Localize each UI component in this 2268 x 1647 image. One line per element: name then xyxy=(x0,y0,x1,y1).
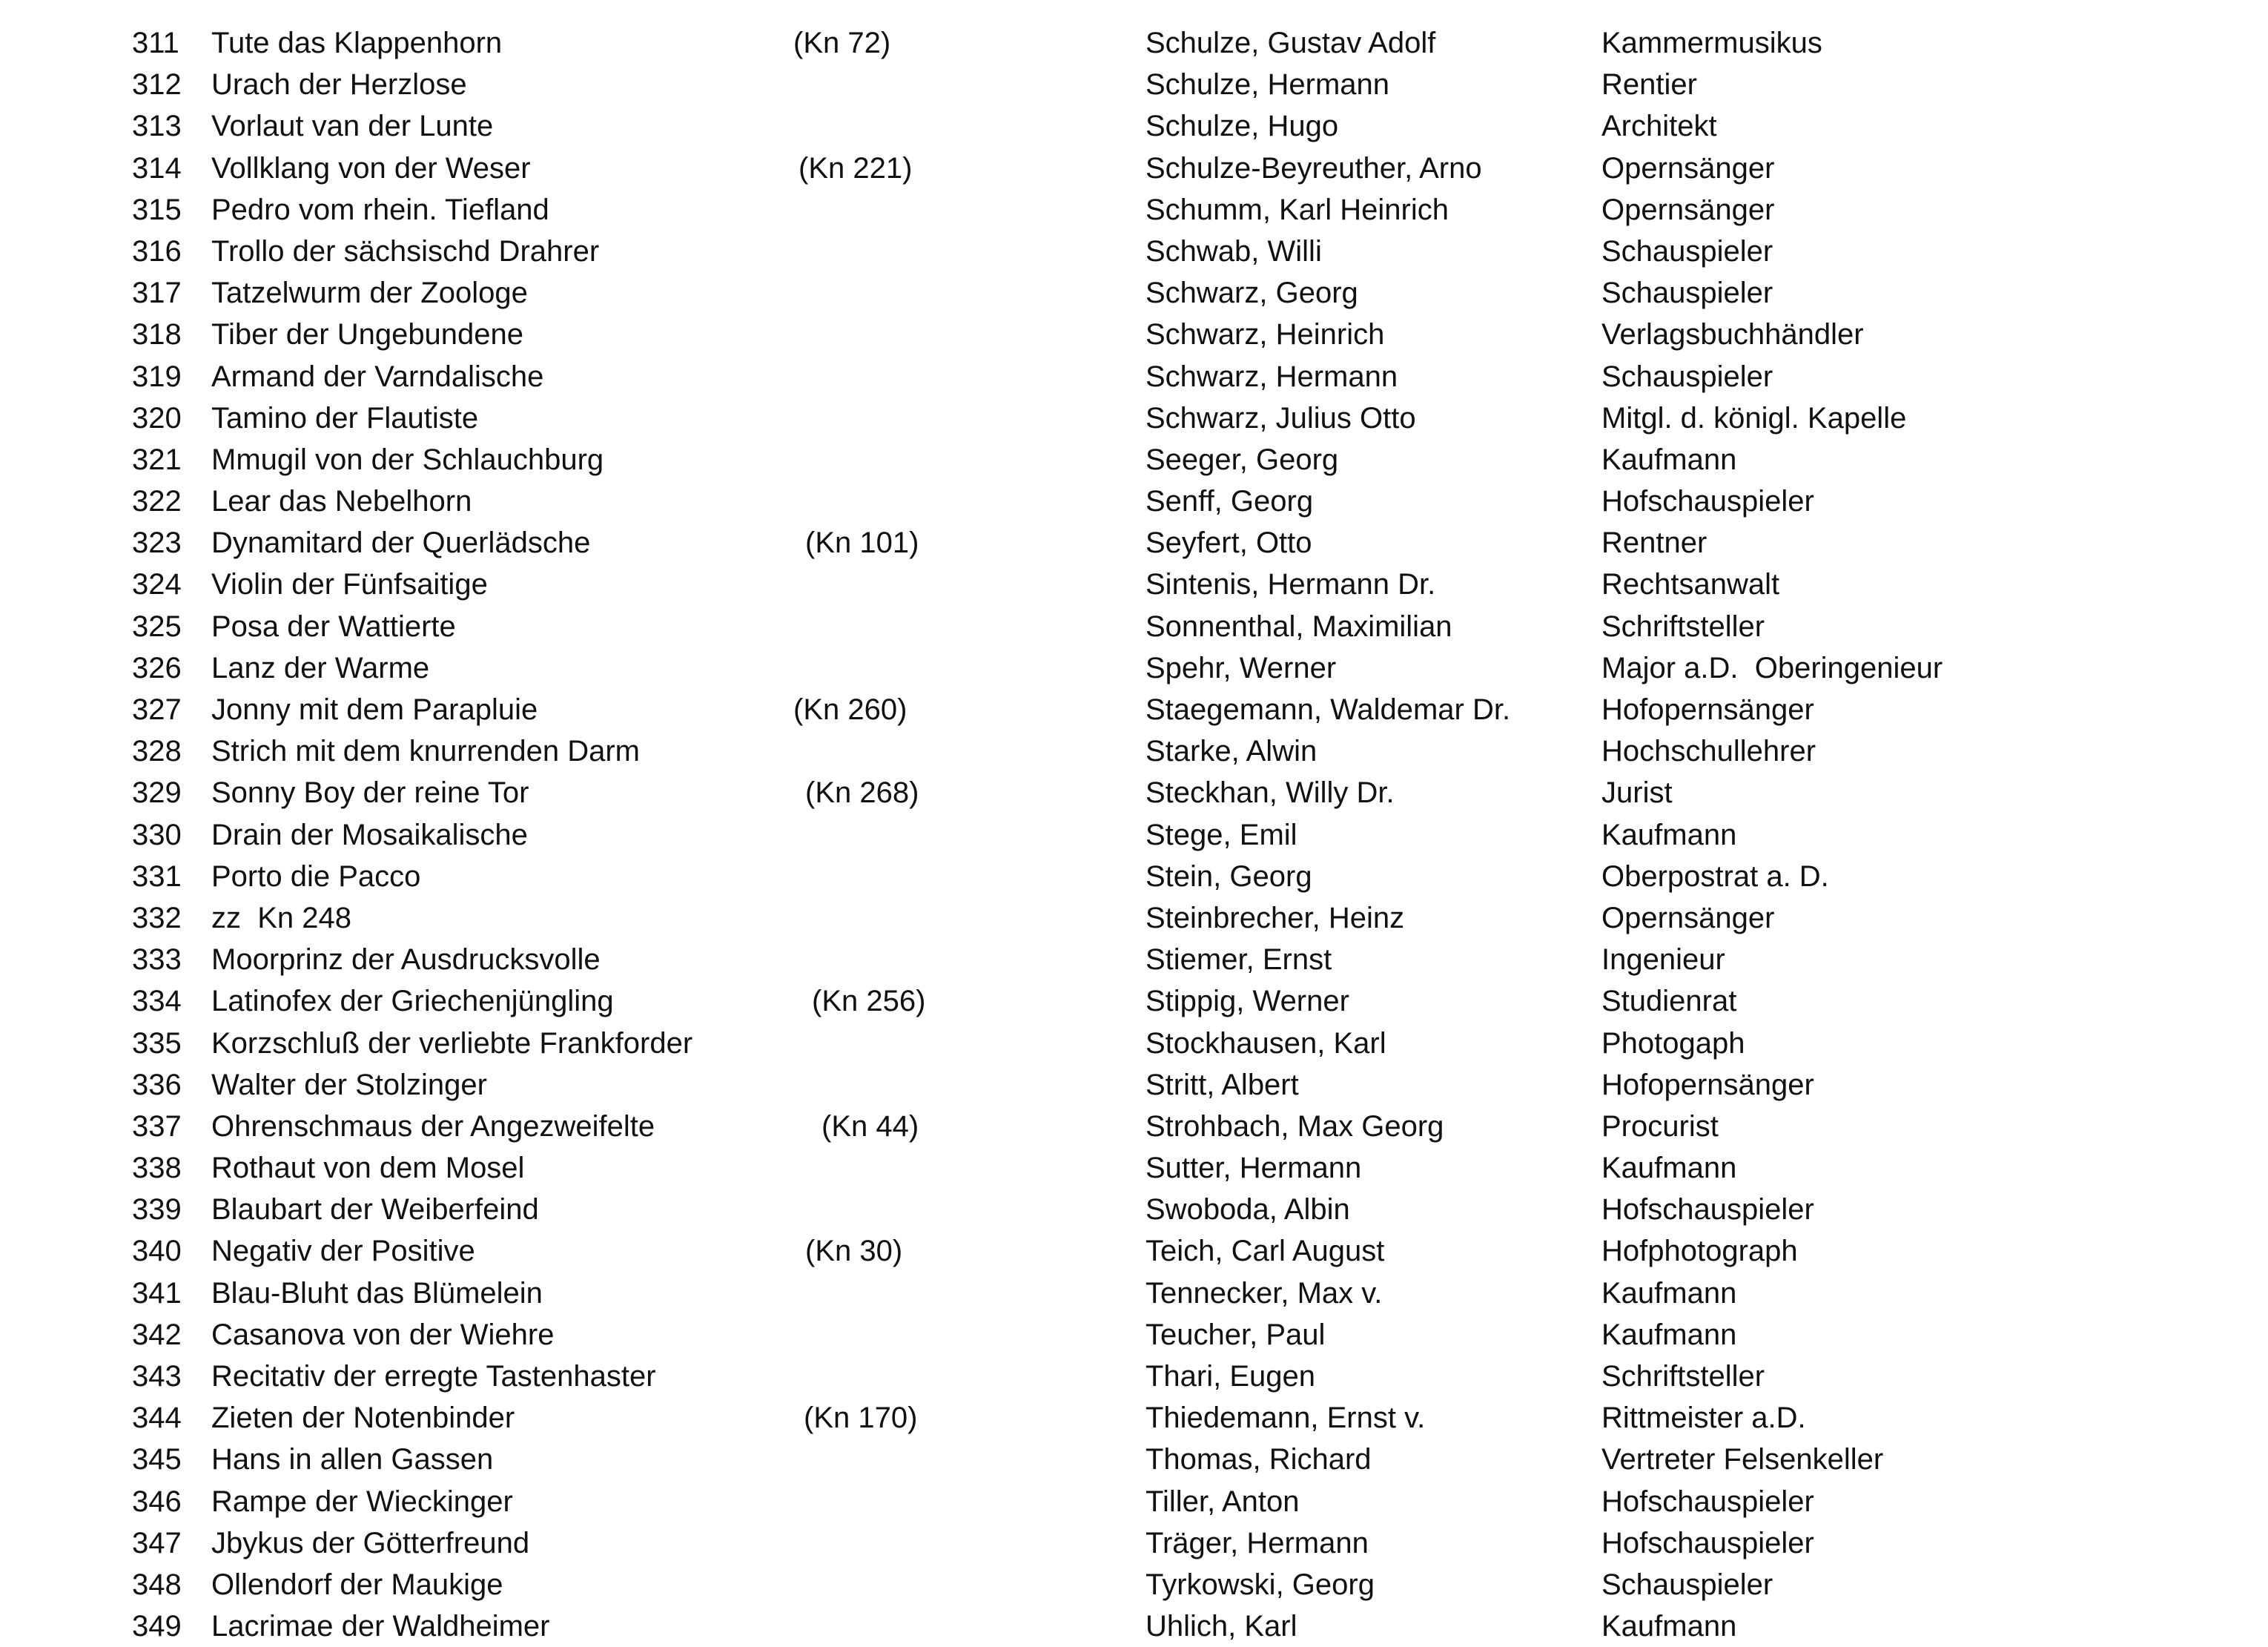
member-name: Schwarz, Georg xyxy=(1145,277,1358,310)
member-name: Spehr, Werner xyxy=(1145,651,1337,684)
member-nickname: Pedro vom rhein. Tiefland xyxy=(211,193,549,226)
kn-reference: (Kn 30) xyxy=(805,1235,903,1268)
member-occupation: Architekt xyxy=(1601,110,1717,143)
member-occupation: Studienrat xyxy=(1601,985,1737,1018)
member-nickname: Ohrenschmaus der Angezweifelte xyxy=(211,1109,655,1143)
member-occupation: Procurist xyxy=(1601,1109,1719,1143)
list-row xyxy=(0,1564,2268,1605)
row-number: 346 xyxy=(132,1485,182,1518)
row-number: 345 xyxy=(132,1443,182,1476)
member-occupation: Photogaph xyxy=(1601,1026,1745,1060)
row-number: 320 xyxy=(132,401,182,435)
member-nickname: Lacrimae der Waldheimer xyxy=(211,1610,550,1643)
member-nickname: Hans in allen Gassen xyxy=(211,1443,494,1476)
list-row xyxy=(0,980,2268,1022)
row-number: 337 xyxy=(132,1109,182,1143)
member-nickname: Drain der Mosaikalische xyxy=(211,818,528,851)
member-name: Strohbach, Max Georg xyxy=(1145,1109,1444,1143)
list-row xyxy=(0,105,2268,147)
row-number: 312 xyxy=(132,68,182,102)
member-occupation: Hofschauspieler xyxy=(1601,485,1814,518)
member-name: Schwab, Willi xyxy=(1145,234,1322,268)
member-name: Stein, Georg xyxy=(1145,859,1312,893)
member-occupation: Opernsänger xyxy=(1601,151,1775,185)
row-number: 341 xyxy=(132,1276,182,1310)
member-name: Schulze-Beyreuther, Arno xyxy=(1145,151,1482,185)
list-row xyxy=(0,1481,2268,1522)
member-occupation: Vertreter Felsenkeller xyxy=(1601,1443,1884,1476)
member-occupation: Schauspieler xyxy=(1601,1568,1773,1601)
member-name: Träger, Hermann xyxy=(1145,1526,1369,1559)
member-nickname: Moorprinz der Ausdrucksvolle xyxy=(211,943,601,977)
member-name: Seeger, Georg xyxy=(1145,443,1339,476)
row-number: 332 xyxy=(132,901,182,934)
row-number: 324 xyxy=(132,568,182,601)
row-number: 326 xyxy=(132,651,182,684)
list-row xyxy=(0,606,2268,647)
member-occupation: Rechtsanwalt xyxy=(1601,568,1780,601)
row-number: 342 xyxy=(132,1318,182,1351)
list-row xyxy=(0,689,2268,730)
member-occupation: Kaufmann xyxy=(1601,1152,1737,1185)
member-occupation: Kaufmann xyxy=(1601,1610,1737,1643)
kn-reference: (Kn 268) xyxy=(805,776,919,810)
member-nickname: Jonny mit dem Parapluie xyxy=(211,693,538,726)
list-row xyxy=(0,22,2268,64)
member-name: Staegemann, Waldemar Dr. xyxy=(1145,693,1511,726)
member-name: Schulze, Hermann xyxy=(1145,68,1390,102)
member-name: Stritt, Albert xyxy=(1145,1068,1299,1101)
list-row xyxy=(0,1439,2268,1480)
row-number: 318 xyxy=(132,318,182,351)
row-number: 314 xyxy=(132,151,182,185)
member-occupation: Opernsänger xyxy=(1601,901,1775,934)
member-name: Stiemer, Ernst xyxy=(1145,943,1332,977)
member-name: Sonnenthal, Maximilian xyxy=(1145,610,1452,643)
member-name: Teucher, Paul xyxy=(1145,1318,1326,1351)
member-occupation: Hofschauspieler xyxy=(1601,1193,1814,1227)
row-number: 348 xyxy=(132,1568,182,1601)
kn-reference: (Kn 72) xyxy=(793,27,891,59)
member-occupation: Ingenieur xyxy=(1601,943,1725,977)
member-occupation: Opernsänger xyxy=(1601,193,1775,226)
list-row xyxy=(0,272,2268,314)
row-number: 316 xyxy=(132,234,182,268)
row-number: 338 xyxy=(132,1152,182,1185)
list-row xyxy=(0,1522,2268,1564)
member-name: Schwarz, Heinrich xyxy=(1145,318,1385,351)
member-nickname: Trollo der sächsischd Drahrer xyxy=(211,234,600,268)
list-row xyxy=(0,64,2268,105)
member-name: Thiedemann, Ernst v. xyxy=(1145,1402,1426,1435)
list-row xyxy=(0,1605,2268,1647)
member-nickname: Walter der Stolzinger xyxy=(211,1068,487,1101)
list-row xyxy=(0,314,2268,355)
member-name: Swoboda, Albin xyxy=(1145,1193,1350,1227)
member-occupation: Kaufmann xyxy=(1601,443,1737,476)
member-name: Stockhausen, Karl xyxy=(1145,1026,1386,1060)
member-nickname: Latinofex der Griechenjüngling xyxy=(211,985,614,1018)
list-row xyxy=(0,1273,2268,1314)
member-nickname: Mmugil von der Schlauchburg xyxy=(211,443,604,476)
list-row xyxy=(0,897,2268,939)
member-nickname: Vollklang von der Weser xyxy=(211,151,531,185)
row-number: 315 xyxy=(132,193,182,226)
member-nickname: Urach der Herzlose xyxy=(211,68,467,102)
member-nickname: Lanz der Warme xyxy=(211,651,430,684)
member-nickname: Jbykus der Götterfreund xyxy=(211,1526,530,1559)
member-name: Schwarz, Hermann xyxy=(1145,360,1398,393)
row-number: 336 xyxy=(132,1068,182,1101)
row-number: 327 xyxy=(132,693,182,726)
member-occupation: Rentier xyxy=(1601,68,1697,102)
member-name: Schwarz, Julius Otto xyxy=(1145,401,1416,435)
list-row xyxy=(0,814,2268,856)
member-occupation: Kaufmann xyxy=(1601,1318,1737,1351)
list-row xyxy=(0,189,2268,231)
member-nickname: zz Kn 248 xyxy=(211,901,352,934)
member-nickname: Recitativ der erregte Tastenhaster xyxy=(211,1360,656,1393)
row-number: 322 xyxy=(132,485,182,518)
row-number: 344 xyxy=(132,1402,182,1435)
list-row xyxy=(0,1064,2268,1106)
member-nickname: Korzschluß der verliebte Frankforder xyxy=(211,1026,693,1060)
row-number: 329 xyxy=(132,776,182,810)
row-number: 335 xyxy=(132,1026,182,1060)
member-name: Steinbrecher, Heinz xyxy=(1145,901,1405,934)
list-row xyxy=(0,1356,2268,1397)
member-occupation: Kaufmann xyxy=(1601,1276,1737,1310)
member-occupation: Hofopernsänger xyxy=(1601,1068,1814,1101)
member-name: Stippig, Werner xyxy=(1145,985,1349,1018)
member-nickname: Blau-Bluht das Blümelein xyxy=(211,1276,543,1310)
member-occupation: Kammermusikus xyxy=(1601,27,1822,59)
member-nickname: Strich mit dem knurrenden Darm xyxy=(211,735,640,768)
list-row xyxy=(0,856,2268,897)
member-occupation: Kaufmann xyxy=(1601,818,1737,851)
member-name: Starke, Alwin xyxy=(1145,735,1318,768)
member-nickname: Casanova von der Wiehre xyxy=(211,1318,555,1351)
kn-reference: (Kn 260) xyxy=(793,693,907,726)
member-name: Sintenis, Hermann Dr. xyxy=(1145,568,1436,601)
member-occupation: Verlagsbuchhändler xyxy=(1601,318,1864,351)
member-occupation: Major a.D. Oberingenieur xyxy=(1601,651,1943,684)
member-nickname: Violin der Fünfsaitige xyxy=(211,568,488,601)
member-occupation: Hochschullehrer xyxy=(1601,735,1816,768)
kn-reference: (Kn 44) xyxy=(821,1109,919,1143)
list-row xyxy=(0,939,2268,980)
member-nickname: Porto die Pacco xyxy=(211,859,421,893)
member-occupation: Schauspieler xyxy=(1601,360,1773,393)
member-name: Seyfert, Otto xyxy=(1145,527,1312,560)
kn-reference: (Kn 256) xyxy=(812,985,926,1018)
member-name: Thari, Eugen xyxy=(1145,1360,1316,1393)
kn-reference: (Kn 221) xyxy=(799,151,913,185)
list-row xyxy=(0,1147,2268,1189)
member-occupation: Jurist xyxy=(1601,776,1673,810)
member-occupation: Mitgl. d. königl. Kapelle xyxy=(1601,401,1907,435)
row-number: 323 xyxy=(132,527,182,560)
member-nickname: Tatzelwurm der Zoologe xyxy=(211,277,528,310)
kn-reference: (Kn 101) xyxy=(805,527,919,560)
member-nickname: Posa der Wattierte xyxy=(211,610,456,643)
member-occupation: Schriftsteller xyxy=(1601,1360,1765,1393)
member-name: Schulze, Gustav Adolf xyxy=(1145,27,1436,59)
member-nickname: Tamino der Flautiste xyxy=(211,401,479,435)
member-nickname: Ollendorf der Maukige xyxy=(211,1568,503,1601)
member-name: Senff, Georg xyxy=(1145,485,1314,518)
list-row xyxy=(0,1314,2268,1356)
row-number: 343 xyxy=(132,1360,182,1393)
row-number: 349 xyxy=(132,1610,182,1643)
list-row xyxy=(0,356,2268,397)
list-row xyxy=(0,1189,2268,1230)
member-list xyxy=(0,22,2268,1647)
list-row xyxy=(0,1023,2268,1064)
row-number: 339 xyxy=(132,1193,182,1227)
row-number: 333 xyxy=(132,943,182,977)
list-row xyxy=(0,522,2268,564)
list-row xyxy=(0,1230,2268,1272)
member-occupation: Hofopernsänger xyxy=(1601,693,1814,726)
member-name: Tennecker, Max v. xyxy=(1145,1276,1383,1310)
member-name: Tyrkowski, Georg xyxy=(1145,1568,1375,1601)
member-name: Steckhan, Willy Dr. xyxy=(1145,776,1395,810)
row-number: 311 xyxy=(132,27,179,59)
list-row xyxy=(0,481,2268,522)
row-number: 325 xyxy=(132,610,182,643)
row-number: 321 xyxy=(132,443,182,476)
member-nickname: Lear das Nebelhorn xyxy=(211,485,472,518)
row-number: 340 xyxy=(132,1235,182,1268)
member-occupation: Hofschauspieler xyxy=(1601,1485,1814,1518)
row-number: 313 xyxy=(132,110,182,143)
member-occupation: Rentner xyxy=(1601,527,1707,560)
list-row xyxy=(0,231,2268,272)
member-nickname: Tiber der Ungebundene xyxy=(211,318,524,351)
row-number: 328 xyxy=(132,735,182,768)
list-row xyxy=(0,1397,2268,1439)
list-row xyxy=(0,148,2268,189)
row-number: 334 xyxy=(132,985,182,1018)
member-name: Stege, Emil xyxy=(1145,818,1297,851)
member-nickname: Sonny Boy der reine Tor xyxy=(211,776,529,810)
kn-reference: (Kn 170) xyxy=(804,1402,918,1435)
member-name: Schulze, Hugo xyxy=(1145,110,1339,143)
member-occupation: Oberpostrat a. D. xyxy=(1601,859,1829,893)
member-nickname: Blaubart der Weiberfeind xyxy=(211,1193,539,1227)
list-row xyxy=(0,564,2268,605)
row-number: 347 xyxy=(132,1526,182,1559)
row-number: 317 xyxy=(132,277,182,310)
member-nickname: Armand der Varndalische xyxy=(211,360,544,393)
member-name: Uhlich, Karl xyxy=(1145,1610,1297,1643)
list-row xyxy=(0,772,2268,813)
member-nickname: Dynamitard der Querlädsche xyxy=(211,527,591,560)
member-name: Teich, Carl August xyxy=(1145,1235,1385,1268)
member-occupation: Hofphotograph xyxy=(1601,1235,1798,1268)
row-number: 319 xyxy=(132,360,182,393)
member-nickname: Tute das Klappenhorn xyxy=(211,27,503,59)
member-occupation: Schauspieler xyxy=(1601,234,1773,268)
member-name: Schumm, Karl Heinrich xyxy=(1145,193,1449,226)
member-occupation: Rittmeister a.D. xyxy=(1601,1402,1806,1435)
member-nickname: Zieten der Notenbinder xyxy=(211,1402,515,1435)
list-row xyxy=(0,397,2268,439)
row-number: 331 xyxy=(132,859,182,893)
member-occupation: Schriftsteller xyxy=(1601,610,1765,643)
member-occupation: Schauspieler xyxy=(1601,277,1773,310)
list-row xyxy=(0,439,2268,481)
member-name: Thomas, Richard xyxy=(1145,1443,1372,1476)
member-nickname: Negativ der Positive xyxy=(211,1235,475,1268)
member-occupation: Hofschauspieler xyxy=(1601,1526,1814,1559)
list-row xyxy=(0,647,2268,689)
member-nickname: Rothaut von dem Mosel xyxy=(211,1152,525,1185)
member-nickname: Rampe der Wieckinger xyxy=(211,1485,513,1518)
member-nickname: Vorlaut van der Lunte xyxy=(211,110,494,143)
list-row xyxy=(0,1106,2268,1147)
member-name: Tiller, Anton xyxy=(1145,1485,1300,1518)
row-number: 330 xyxy=(132,818,182,851)
list-row xyxy=(0,730,2268,772)
member-name: Sutter, Hermann xyxy=(1145,1152,1362,1185)
